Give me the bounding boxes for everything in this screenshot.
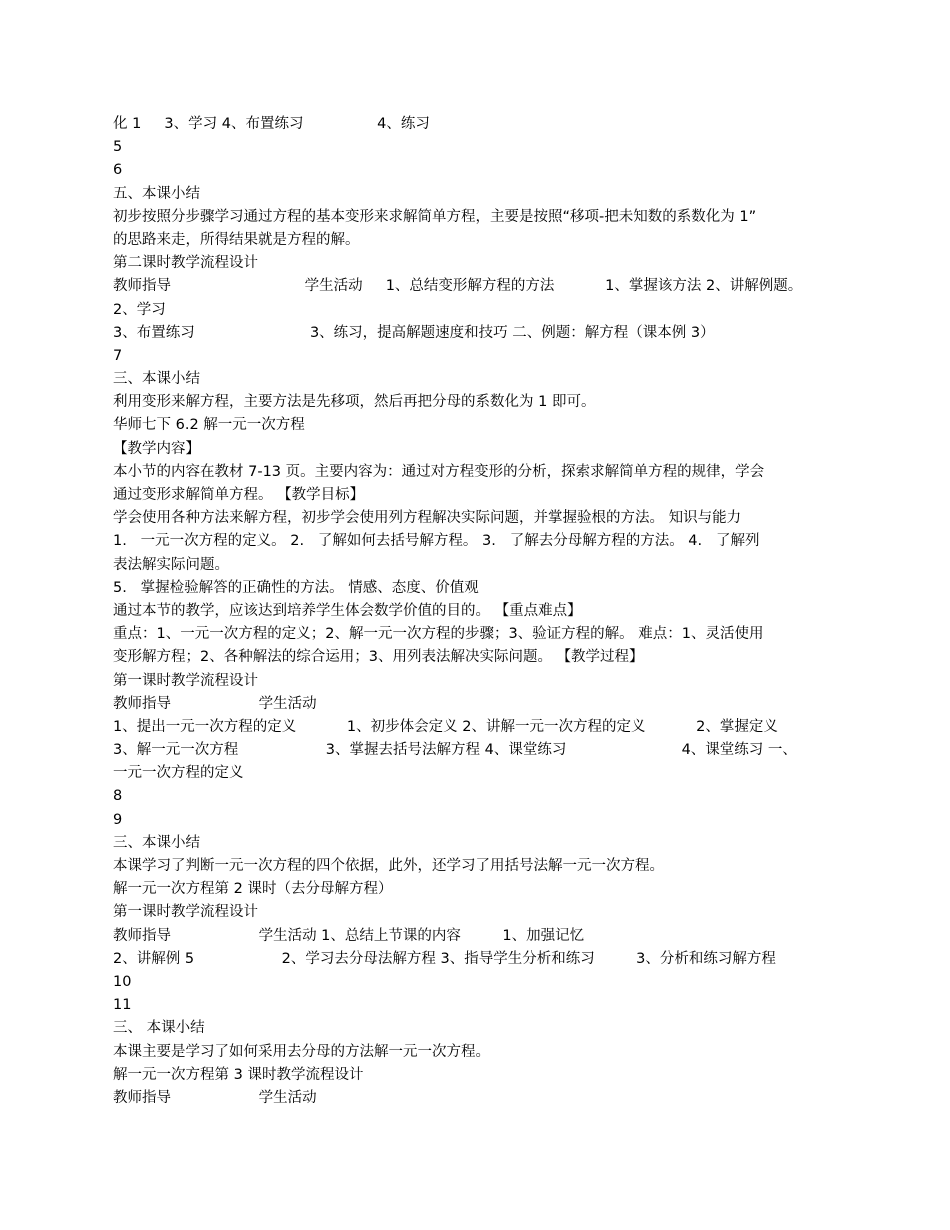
- text-line: 3、布置练习 3、练习，提高解题速度和技巧 二、例题：解方程（课本例 3）: [113, 324, 715, 341]
- text-line: 11: [113, 997, 132, 1014]
- text-line: 华师七下 6.2 解一元一次方程: [113, 417, 305, 434]
- text-line: 教师指导 学生活动 1、总结变形解方程的方法 1、掌握该方法 2、讲解例题。: [113, 278, 803, 295]
- text-line: 初步按照分步骤学习通过方程的基本变形来求解简单方程，主要是按照“移项-把未知数的系数化为 1”: [113, 208, 757, 225]
- text-line: 教师指导 学生活动: [113, 1089, 317, 1106]
- text-line: 第二课时教学流程设计: [113, 255, 258, 272]
- text-line: 五、本课小结: [113, 185, 200, 202]
- text-line: 5: [113, 139, 123, 156]
- text-line: 本课主要是学习了如何采用去分母的方法解一元一次方程。: [113, 1043, 490, 1060]
- text-line: 利用变形来解方程，主要方法是先移项，然后再把分母的系数化为 1 即可。: [113, 394, 596, 411]
- text-line: 9: [113, 811, 123, 828]
- text-line: 重点：1、一元一次方程的定义；2、解一元一次方程的步骤；3、验证方程的解。 难点：1、灵活使用: [113, 626, 764, 643]
- text-line: 三、 本课小结: [113, 1020, 205, 1037]
- text-line: 学会使用各种方法来解方程，初步学会使用列方程解决实际问题，并掌握验根的方法。 知识与能力: [113, 510, 742, 527]
- text-line: 变形解方程；2、各种解法的综合运用；3、用列表法解决实际问题。 【教学过程】: [113, 649, 644, 666]
- text-line: 的思路来走，所得结果就是方程的解。: [113, 231, 360, 248]
- text-line: 5. 掌握检验解答的正确性的方法。 情感、态度、价值观: [113, 579, 479, 596]
- text-line: 教师指导 学生活动: [113, 695, 317, 712]
- text-line: 化 1 3、学习 4、布置练习 4、练习: [113, 116, 430, 132]
- text-line: 本课学习了判断一元一次方程的四个依据，此外，还学习了用括号法解一元一次方程。: [113, 858, 664, 874]
- text-line: 7: [113, 347, 123, 364]
- text-line: 3、解一元一次方程 3、掌握去括号法解方程 4、课堂练习 4、课堂练习 一、: [113, 742, 797, 759]
- text-line: 通过本节的教学，应该达到培养学生体会数学价值的目的。 【重点难点】: [113, 602, 582, 619]
- text-line: 10: [113, 973, 132, 990]
- text-line: 2、讲解例 5 2、学习去分母法解方程 3、指导学生分析和练习 3、分析和练习解方程: [113, 950, 776, 967]
- text-line: 本小节的内容在教材 7-13 页。主要内容为：通过对方程变形的分析，探索求解简单方程的规律，学会: [113, 463, 765, 480]
- text-line: 【教学内容】: [113, 440, 200, 457]
- text-line: 三、本课小结: [113, 834, 200, 851]
- text-line: 第一课时教学流程设计: [113, 904, 258, 921]
- text-line: 解一元一次方程第 2 课时（去分母解方程）: [113, 881, 393, 898]
- text-line: 通过变形求解简单方程。 【教学目标】: [113, 487, 365, 503]
- text-line: 解一元一次方程第 3 课时教学流程设计: [113, 1066, 364, 1083]
- text-line: 一元一次方程的定义: [113, 765, 244, 782]
- document-body: [113, 113, 843, 1110]
- text-line: 2、学习: [113, 301, 166, 318]
- text-line: 1、提出一元一次方程的定义 1、初步体会定义 2、讲解一元一次方程的定义 2、掌握定义: [113, 718, 778, 735]
- text-line: 8: [113, 788, 123, 805]
- text-line: 三、本课小结: [113, 371, 200, 388]
- text-line: 表法解实际问题。: [113, 556, 229, 573]
- text-line: 第一课时教学流程设计: [113, 672, 258, 689]
- text-line: 6: [113, 162, 123, 179]
- text-line: 1. 一元一次方程的定义。 2. 了解如何去括号解方程。 3. 了解去分母解方程的方法。 4. 了解列: [113, 533, 760, 550]
- text-line: 教师指导 学生活动 1、总结上节课的内容 1、加强记忆: [113, 927, 585, 944]
